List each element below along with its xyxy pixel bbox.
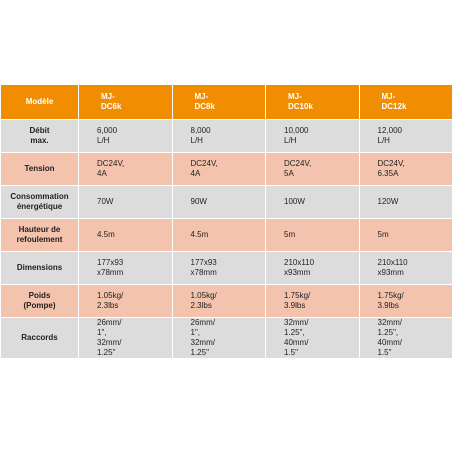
table-cell: DC24V, 5A — [266, 153, 360, 186]
table-cell: 32mm/ 1.25", 40mm/ 1.5" — [359, 318, 452, 359]
table-cell: 1.75kg/ 3.9lbs — [266, 285, 360, 318]
table-cell: 210x110 x93mm — [359, 252, 452, 285]
row-label: Tension — [1, 153, 79, 186]
table-row — [1, 252, 452, 285]
table-cell: 210x110 x93mm — [266, 252, 360, 285]
model-header: MJ- DC12k — [359, 85, 452, 120]
table-cell: 5m — [266, 219, 360, 252]
table-cell: 1.05kg/ 2.3lbs — [172, 285, 266, 318]
table-row — [1, 318, 452, 359]
table-cell: 4.5m — [79, 219, 173, 252]
model-header: MJ- DC10k — [266, 85, 360, 120]
row-label: Hauteur de refoulement — [1, 219, 79, 252]
row-label: Poids (Pompe) — [1, 285, 79, 318]
table-cell: 1.75kg/ 3.9lbs — [359, 285, 452, 318]
row-label: Raccords — [1, 318, 79, 359]
table-cell: 90W — [172, 186, 266, 219]
row-label: Débit max. — [1, 120, 79, 153]
header-row — [1, 85, 452, 120]
table-cell: 6,000 L/H — [79, 120, 173, 153]
table-cell: 26mm/ 1", 32mm/ 1.25" — [172, 318, 266, 359]
row-label: Consommation énergétique — [1, 186, 79, 219]
model-header: MJ- DC8k — [172, 85, 266, 120]
table-cell: 4.5m — [172, 219, 266, 252]
table-row — [1, 120, 452, 153]
corner-label: Modèle — [1, 85, 79, 120]
table-cell: DC24V, 6.35A — [359, 153, 452, 186]
table-cell: 26mm/ 1", 32mm/ 1.25" — [79, 318, 173, 359]
table-row — [1, 285, 452, 318]
table-row — [1, 186, 452, 219]
table-cell: 5m — [359, 219, 452, 252]
table-row — [1, 219, 452, 252]
table-cell: DC24V, 4A — [172, 153, 266, 186]
table-cell: DC24V, 4A — [79, 153, 173, 186]
table-cell: 12,000 L/H — [359, 120, 452, 153]
table-cell: 120W — [359, 186, 452, 219]
table-cell: 10,000 L/H — [266, 120, 360, 153]
table-cell: 1.05kg/ 2.3lbs — [79, 285, 173, 318]
table-cell: 32mm/ 1.25", 40mm/ 1.5" — [266, 318, 360, 359]
table-cell: 177x93 x78mm — [79, 252, 173, 285]
table-row — [1, 153, 452, 186]
table-cell: 70W — [79, 186, 173, 219]
table-cell: 100W — [266, 186, 360, 219]
spec-table — [0, 84, 452, 359]
row-label: Dimensions — [1, 252, 79, 285]
table-cell: 8,000 L/H — [172, 120, 266, 153]
model-header: MJ- DC6k — [79, 85, 173, 120]
table-cell: 177x93 x78mm — [172, 252, 266, 285]
